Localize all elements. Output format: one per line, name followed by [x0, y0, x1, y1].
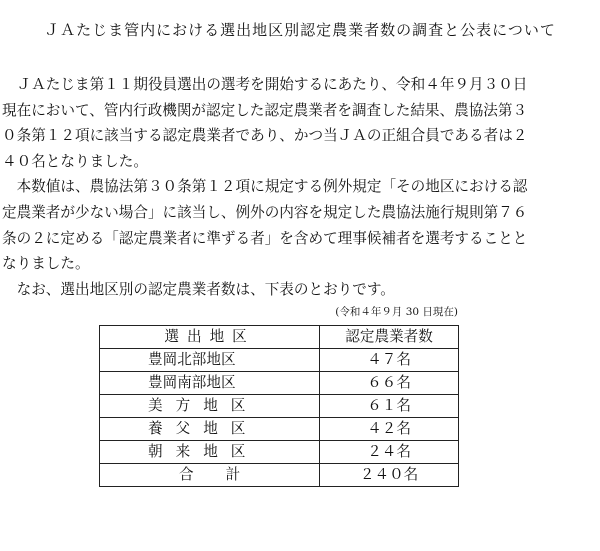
as-of-date-note: (令和４年９月 30 日現在) [335, 306, 458, 318]
page-title: ＪＡたじま管内における選出地区別認定農業者数の調査と公表について [44, 21, 556, 39]
table-row [100, 418, 459, 441]
total-label: 合計 [100, 464, 320, 487]
farmer-count: ４７名 [320, 349, 459, 372]
table-header-row [100, 326, 459, 349]
paragraph-line: ４０名となりました。 [2, 152, 148, 170]
district-name: 朝来地区 [100, 441, 320, 464]
paragraph-line: 本数値は、農協法第３０条第１２項に規定する例外規定「その地区における認 [2, 178, 528, 196]
header-district: 選出地区 [100, 326, 320, 349]
district-farmer-table [99, 325, 459, 487]
paragraph-line: なお、選出地区別の認定農業者数は、下表のとおりです。 [2, 280, 395, 298]
table-row [100, 349, 459, 372]
paragraph-line: 現在において、管内行政機関が認定した認定農業者を調査した結果、農協法第３ [2, 101, 528, 119]
farmer-count: ６６名 [320, 372, 459, 395]
farmer-count: ６１名 [320, 395, 459, 418]
district-name: 豊岡南部地区 [100, 372, 320, 395]
table-row [100, 441, 459, 464]
table-row [100, 372, 459, 395]
header-count: 認定農業者数 [320, 326, 459, 349]
table-total-row [100, 464, 459, 487]
district-name: 豊岡北部地区 [100, 349, 320, 372]
district-name: 養父地区 [100, 418, 320, 441]
farmer-count: ４２名 [320, 418, 459, 441]
district-name: 美方地区 [100, 395, 320, 418]
paragraph-line: 条の２に定める「認定農業者に準ずる者」を含めて理事候補者を選考することと [2, 229, 528, 247]
table-row [100, 395, 459, 418]
announcement-body [2, 72, 596, 302]
paragraph-line: なりました。 [2, 255, 90, 273]
paragraph-line: ０条第１２項に該当する認定農業者であり、かつ当ＪＡの正組合員である者は２ [2, 127, 528, 145]
paragraph-line: ＪＡたじま第１１期役員選出の選考を開始するにあたり、令和４年９月３０日 [2, 76, 528, 93]
paragraph-line: 定農業者が少ない場合」に該当し、例外の内容を規定した農協法施行規則第７６ [2, 203, 528, 221]
farmer-count: ２４名 [320, 441, 459, 464]
total-count: ２４０名 [320, 464, 459, 487]
